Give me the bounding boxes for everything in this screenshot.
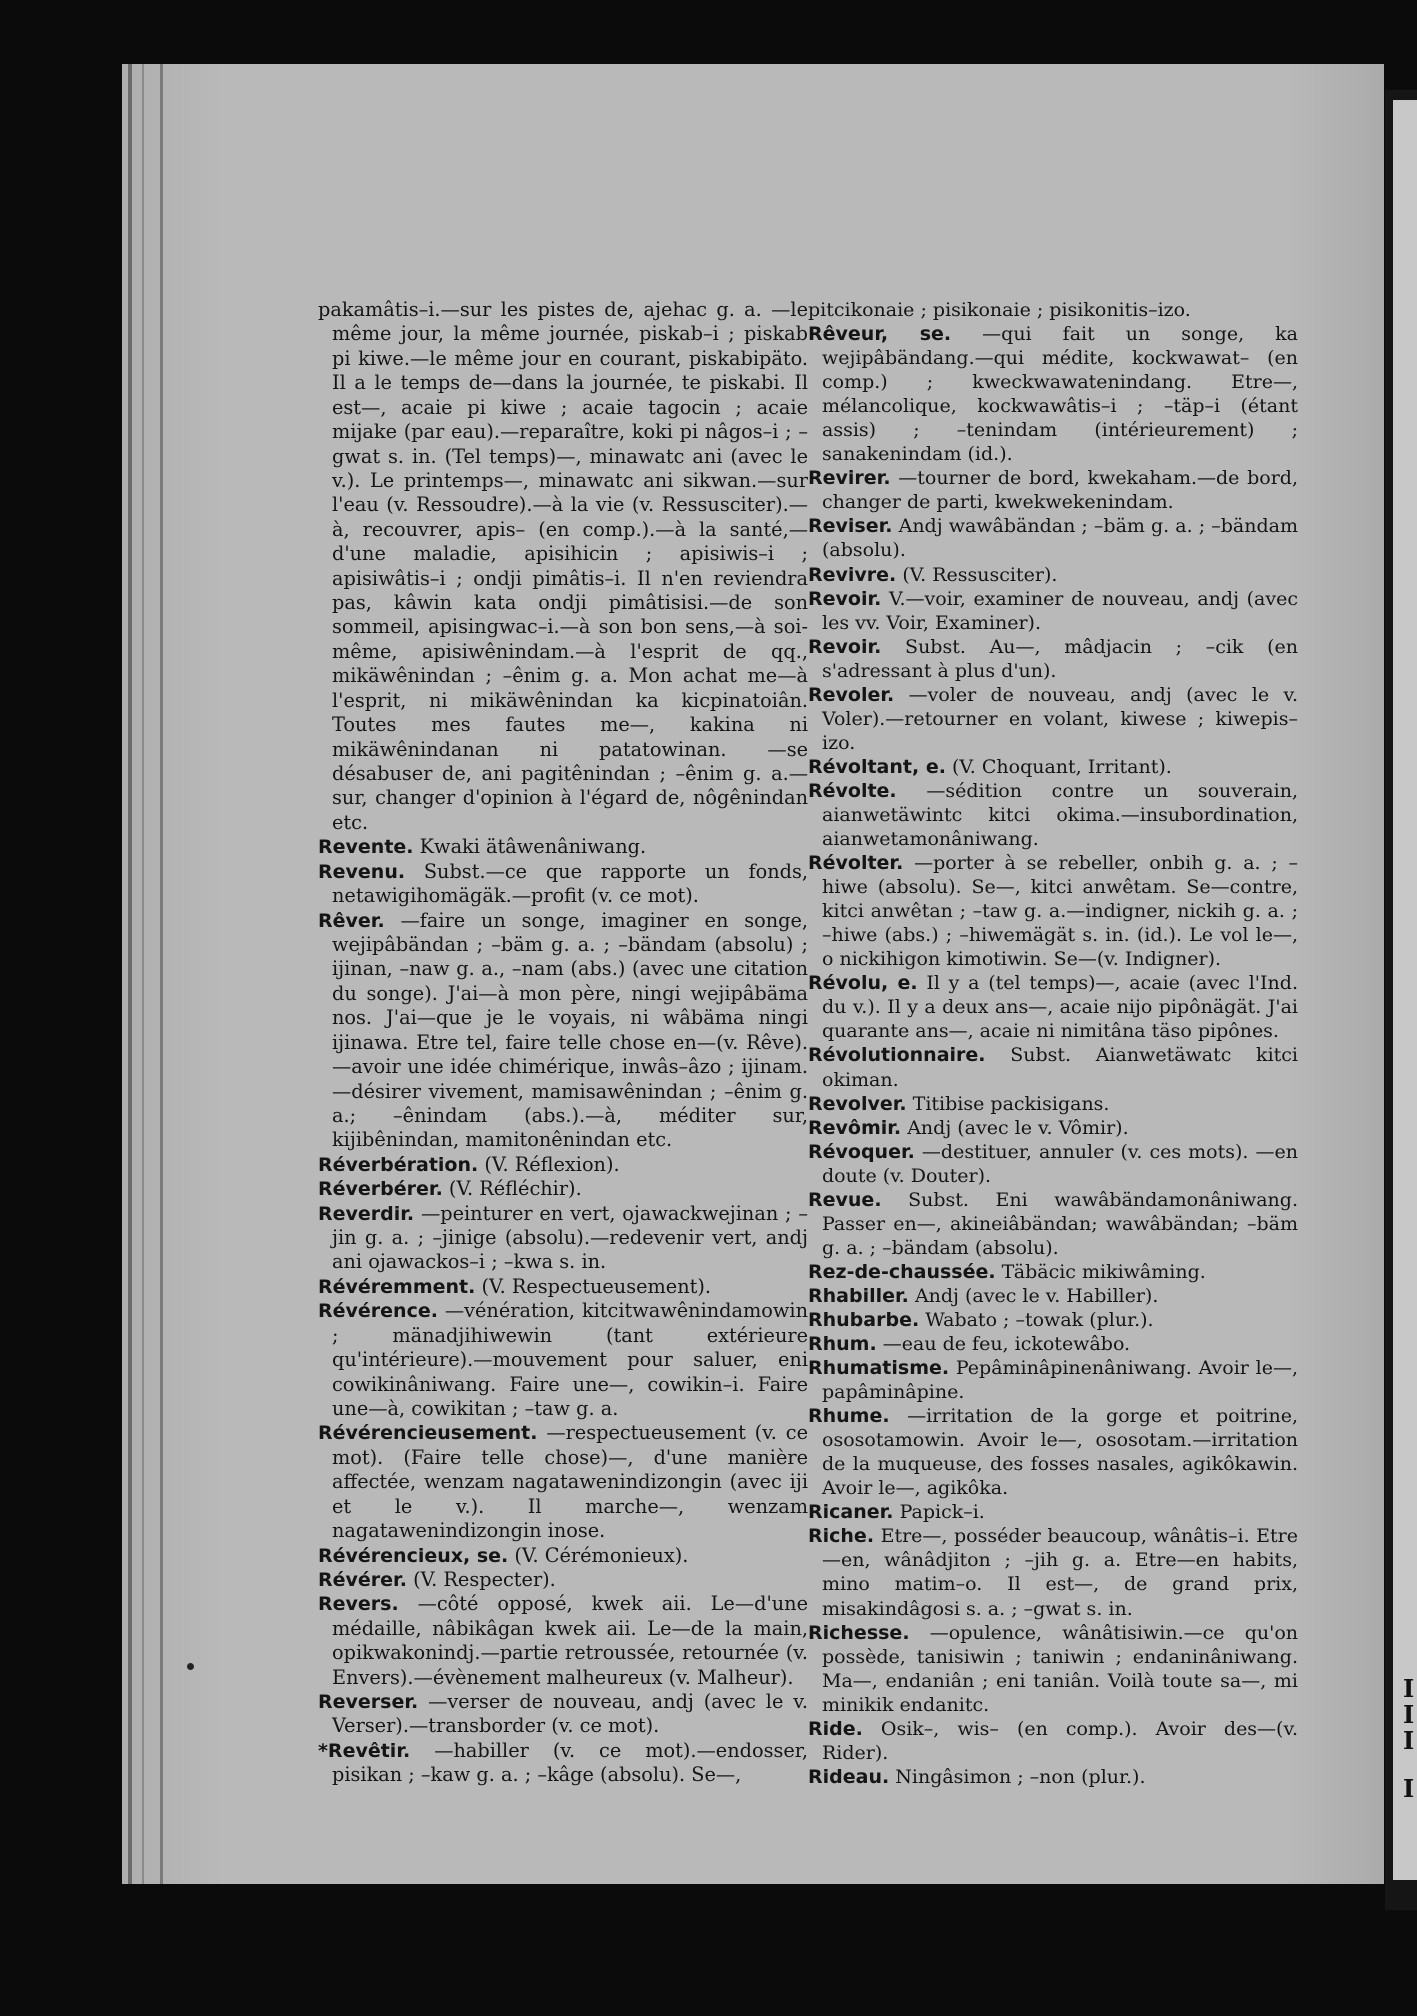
entry-headword: Révolutionnaire.	[808, 1044, 986, 1067]
entry-definition: (V. Réflexion).	[484, 1152, 620, 1176]
entry-definition: Ningâsimon ; –non (plur.).	[895, 1765, 1146, 1788]
entry-headword: Révolter.	[808, 852, 904, 875]
entry-headword: Revoir.	[808, 635, 882, 658]
entry-headword: Revue.	[808, 1188, 882, 1211]
dictionary-entry	[318, 298, 808, 835]
entry-headword: Rhum.	[808, 1333, 877, 1356]
entry-definition: Subst. Eni wawâbändamonâniwang. Passer en—, akineiâbändan; wawâbändan; –bäm g. a. ; –bändam (absolu).	[822, 1188, 1298, 1259]
facing-page-letter: I	[1403, 1700, 1415, 1729]
entry-definition: Etre—, posséder beaucoup, wânâtis–i. Etre—en, wânâdjiton ; –jih g. a. Etre—en habits, mino matim–o. Il est—, de grand prix, misakindâgosi s. a. ; –gwat s. in.	[822, 1525, 1299, 1620]
entry-definition: —côté opposé, kwek aii. Le—d'une médaille, nâbikâgan kwek aii. Le—de la main, opikwakonindj.—partie retroussée, retournée (v. Envers).—évènement malheureux (v. Malheur).	[332, 1592, 808, 1689]
entry-headword: Révérer.	[318, 1568, 407, 1591]
entry-headword: Revirer.	[808, 467, 891, 490]
dictionary-entry	[808, 322, 1298, 466]
entry-headword: Revolver.	[808, 1092, 907, 1115]
entry-definition: —irritation de la gorge et poitrine, ososotamowin. Avoir le—, ososotam.—irritation de la muqueuse, des fosses nasales, agikôkawin. Avoir le—, agikôka.	[822, 1405, 1298, 1500]
dictionary-entry	[318, 1739, 808, 1788]
entry-definition: Osik–, wis– (en comp.). Avoir des—(v. Rider).	[822, 1717, 1298, 1764]
entry-headword: Revoir.	[808, 587, 882, 610]
dictionary-entry	[808, 563, 1298, 587]
entry-definition: —faire un songe, imaginer en songe, wejipâbändan ; –bäm g. a. ; –bändam (absolu) ; ijinan, –naw g. a., –nam (abs.) (avec une citation du songe). J'ai—à mon père, ningi wejipâbäma nos. J'ai—que je le voyais, ni wâbäma ningi ijinawa. Etre tel, faire telle chose en—(v. Rêve).—avoir une idée chimérique, inwâs–âzo ; ijinam.—désirer vivement, mamisawênindan ; –ênim g. a.; –ênindam (abs.).—à, méditer sur, kijibênindan, mamitonênindan etc.	[332, 908, 808, 1152]
dictionary-entry	[808, 683, 1298, 755]
entry-definition: —destituer, annuler (v. ces mots). —en doute (v. Douter).	[822, 1140, 1298, 1187]
entry-definition: (V. Réfléchir).	[448, 1177, 582, 1201]
dictionary-entry	[318, 1177, 808, 1201]
dictionary-entry	[318, 1690, 808, 1739]
dictionary-entry	[318, 1299, 808, 1421]
dictionary-entry	[808, 298, 1298, 322]
page-edge-line	[128, 64, 132, 1884]
entry-definition: —verser de nouveau, andj (avec le v. Verser).—transborder (v. ce mot).	[332, 1690, 808, 1738]
entry-headword: Revente.	[318, 836, 414, 859]
entry-definition: Subst. Aianwetäwatc kitci okiman.	[822, 1044, 1298, 1091]
page-edge-line	[142, 64, 144, 1884]
dictionary-entry	[808, 1284, 1298, 1308]
dictionary-entry	[808, 1621, 1298, 1717]
entry-definition: V.—voir, examiner de nouveau, andj (avec les vv. Voir, Examiner).	[822, 587, 1298, 634]
entry-definition: Pepâminâpinenâniwang. Avoir le—, papâminâpine.	[822, 1357, 1298, 1404]
dictionary-entry	[318, 1544, 808, 1568]
entry-definition: pitcikonaie ; pisikonaie ; pisikonitis–izo.	[808, 299, 1191, 321]
entry-definition: —tourner de bord, kwekaham.—de bord, changer de parti, kwekwekenindam.	[822, 467, 1298, 514]
entry-definition: (V. Choquant, Irritant).	[951, 755, 1172, 778]
dictionary-entry	[808, 514, 1298, 562]
dictionary-entry	[318, 835, 808, 859]
dictionary-entry	[808, 1092, 1298, 1116]
entry-definition: —sédition contre un souverain, aianwetäwintc kitci okima.—insubordination, aianwetamonâniwang.	[822, 779, 1298, 851]
dictionary-entry	[808, 779, 1298, 851]
dictionary-entry	[318, 1568, 808, 1592]
dictionary-entry	[808, 587, 1298, 635]
entry-headword: Révolu, e.	[808, 972, 918, 995]
dictionary-entry	[808, 1524, 1298, 1620]
entry-headword: Rez-de-chaussée.	[808, 1260, 996, 1283]
entry-headword: Rêver.	[318, 909, 385, 932]
entry-definition: Il y a (tel temps)—, acaie (avec l'Ind. du v.). Il y a deux ans—, acaie nijo pipônägät. J'ai quarante ans—, acaie ni nimitâna täso pipônes.	[822, 972, 1298, 1043]
entry-headword: Rhabiller.	[808, 1284, 909, 1307]
dictionary-entry	[808, 1332, 1298, 1356]
entry-definition: —eau de feu, ickotewâbo.	[882, 1333, 1131, 1356]
entry-definition: —porter à se rebeller, onbih g. a. ; –hiwe (absolu). Se—, kitci anwêtam. Se—contre, kitci anwêtan ; –taw g. a.—indigner, nickih g. a. ; –hiwe (abs.) ; –hiwemägät s. in. (id.). Le vol le—, o nickihigon kimotiwin. Se—(v. Indigner).	[822, 852, 1299, 971]
entry-headword: Révérencieusement.	[318, 1422, 538, 1445]
entry-headword: Réverbérer.	[318, 1178, 443, 1201]
entry-headword: Revoler.	[808, 683, 895, 706]
entry-headword: Ride.	[808, 1717, 863, 1740]
dictionary-entry	[318, 909, 808, 1153]
entry-headword: Reverser.	[318, 1691, 419, 1714]
dictionary-entry	[808, 1260, 1298, 1284]
dictionary-entry	[808, 1717, 1298, 1765]
entry-definition: Titibise packisigans.	[912, 1092, 1110, 1115]
entry-headword: Revers.	[318, 1593, 399, 1616]
entry-definition: —respectueusement (v. ce mot). (Faire telle chose)—, d'une manière affectée, wenzam nagatawenindizongin (avec iji et le v.). Il marche—, wenzam nagatawenindizongin inose.	[332, 1421, 808, 1543]
left-column	[318, 298, 808, 1788]
dictionary-entry	[808, 635, 1298, 683]
entry-definition: (V. Respecter).	[413, 1567, 556, 1591]
entry-headword: Révérence.	[318, 1300, 438, 1323]
dictionary-entry	[808, 1356, 1298, 1404]
entry-definition: Subst.—ce que rapporte un fonds, netawigihomägäk.—profit (v. ce mot).	[332, 859, 808, 908]
entry-headword: Révoquer.	[808, 1140, 915, 1163]
entry-headword: Rhubarbe.	[808, 1308, 920, 1331]
entry-definition: Wabato ; –towak (plur.).	[925, 1308, 1154, 1331]
dictionary-entry	[808, 851, 1298, 971]
entry-definition: —habiller (v. ce mot).—endosser, pisikan ; –kaw g. a. ; –kâge (absolu). Se—,	[332, 1738, 809, 1787]
dictionary-entry	[808, 466, 1298, 514]
dictionary-entry	[318, 1202, 808, 1275]
entry-headword: Reviser.	[808, 515, 893, 538]
entry-definition: (V. Cérémonieux).	[514, 1543, 689, 1567]
entry-headword: Réverbération.	[318, 1153, 479, 1176]
entry-headword: Révolte.	[808, 779, 897, 802]
entry-definition: Andj (avec le v. Habiller).	[914, 1284, 1159, 1307]
dictionary-entry	[808, 1140, 1298, 1188]
dictionary-entry	[808, 1500, 1298, 1524]
entry-headword: Revivre.	[808, 563, 897, 586]
facing-page-letter: I	[1403, 1674, 1415, 1703]
entry-definition: pakamâtis–i.—sur les pistes de, ajehac g. a. —le même jour, la même journée, piskab–i ; piskab pi kiwe.—le même jour en courant, piskabipäto. Il a le temps de—dans la journée, te piskabi. Il est—, acaie pi kiwe ; acaie tagocin ; acaie mijake (par eau).—reparaître, koki pi nâgos–i ; –gwat s. in. (Tel temps)—, minawatc ani (avec le v.). Le printemps—, minawatc ani sikwan.—sur l'eau (v. Ressoudre).—à la vie (v. Ressusciter).—à, recouvrer, apis– (en comp.).—à la santé,—d'une maladie, apisihicin ; apisiwis–i ; apisiwâtis–i ; ondji pimâtis–i. Il n'en reviendra pas, kâwin kata ondji pimâtisisi.—de son sommeil, apisingwac–i.—à son bon sens,—à soi-même, apisiwênindam.—à l'esprit de qq., mikäwênindan ; –ênim g. a. Mon achat me—à l'esprit, ni mikäwênindan ka kicpinatoiân. Toutes mes fautes me—, kakina ni mikäwênindanan ni patatowinan. —se désabuser de, ani pagitênindan ; –ênim g. a.—sur, changer d'opinion à l'égard de, nôgênindan etc.	[318, 298, 808, 834]
dictionary-entry	[808, 1765, 1298, 1789]
entry-definition: (V. Respectueusement).	[481, 1274, 712, 1298]
facing-page-letter: I	[1403, 1774, 1415, 1803]
entry-headword: Rhume.	[808, 1405, 890, 1428]
dictionary-entry	[808, 1043, 1298, 1091]
entry-definition: Kwaki ätâwenâniwang.	[419, 835, 647, 859]
dictionary-entry	[808, 1308, 1298, 1332]
entry-definition: —vénération, kitcitwawênindamowin ; mänadjihiwewin (tant extérieure qu'intérieure).—mouvement pour saluer, eni cowikinâniwang. Faire une—, cowikin–i. Faire une—à, cowikitan ; –taw g. a.	[332, 1299, 808, 1420]
entry-definition: Andj (avec le v. Vômir).	[907, 1116, 1129, 1139]
entry-definition: —voler de nouveau, andj (avec le v. Voler).—retourner en volant, kiwese ; kiwepis–izo.	[822, 683, 1298, 754]
entry-headword: Richesse.	[808, 1621, 910, 1644]
entry-headword: Ricaner.	[808, 1501, 894, 1524]
entry-headword: Riche.	[808, 1525, 875, 1548]
entry-headword: Rêveur, se.	[808, 323, 952, 346]
entry-definition: Andj wawâbändan ; –bäm g. a. ; –bändam (absolu).	[822, 515, 1298, 562]
page-edge-line	[160, 64, 163, 1884]
entry-headword: Révéremment.	[318, 1275, 476, 1298]
dictionary-entry	[318, 1153, 808, 1177]
entry-headword: Revenu.	[318, 860, 406, 883]
entry-definition: —peinturer en vert, ojawackwejinan ; –jin g. a. ; –jinige (absolu).—redevenir vert, andj ani ojawackos–i ; –kwa s. in.	[332, 1201, 809, 1274]
entry-headword: Revômir.	[808, 1116, 902, 1139]
ink-dot	[187, 1663, 194, 1670]
dictionary-entry	[808, 1404, 1298, 1500]
entry-headword: *Revêtir.	[318, 1739, 411, 1762]
dictionary-entry	[808, 971, 1298, 1043]
entry-definition: —opulence, wânâtisiwin.—ce qu'on possède, tanisiwin ; taniwin ; endaninâniwang. Ma—, endaniân ; eni taniân. Voilà toute sa—, mi minikik endanitc.	[822, 1621, 1298, 1716]
entry-headword: Révérencieux, se.	[318, 1544, 509, 1567]
entry-definition: Papick–i.	[899, 1501, 985, 1524]
dictionary-entry	[318, 1592, 808, 1690]
entry-headword: Reverdir.	[318, 1202, 415, 1225]
dictionary-entry	[808, 755, 1298, 779]
dictionary-entry	[318, 1421, 808, 1543]
entry-definition: Subst. Au—, mâdjacin ; –cik (en s'adressant à plus d'un).	[822, 635, 1298, 682]
entry-headword: Révoltant, e.	[808, 755, 946, 778]
dictionary-entry	[808, 1188, 1298, 1260]
dictionary-entry	[808, 1116, 1298, 1140]
entry-definition: Täbäcic mikiwâming.	[1001, 1260, 1206, 1283]
entry-definition: (V. Ressusciter).	[902, 563, 1058, 586]
entry-headword: Rideau.	[808, 1765, 890, 1788]
facing-page-letter: I	[1403, 1726, 1415, 1755]
entry-headword: Rhumatisme.	[808, 1357, 950, 1380]
entry-definition: —qui fait un songe, ka wejipâbändang.—qui médite, kockwawat– (en comp.) ; kweckwawatenindang. Etre—, mélancolique, kockwawâtis–i ; –täp–i (étant assis) ; –tenindam (intérieurement) ; sanakenindam (id.).	[822, 323, 1298, 466]
dictionary-entry	[318, 1275, 808, 1299]
right-column	[808, 298, 1298, 1789]
dictionary-entry	[318, 860, 808, 909]
facing-page-edge	[1393, 100, 1417, 1880]
